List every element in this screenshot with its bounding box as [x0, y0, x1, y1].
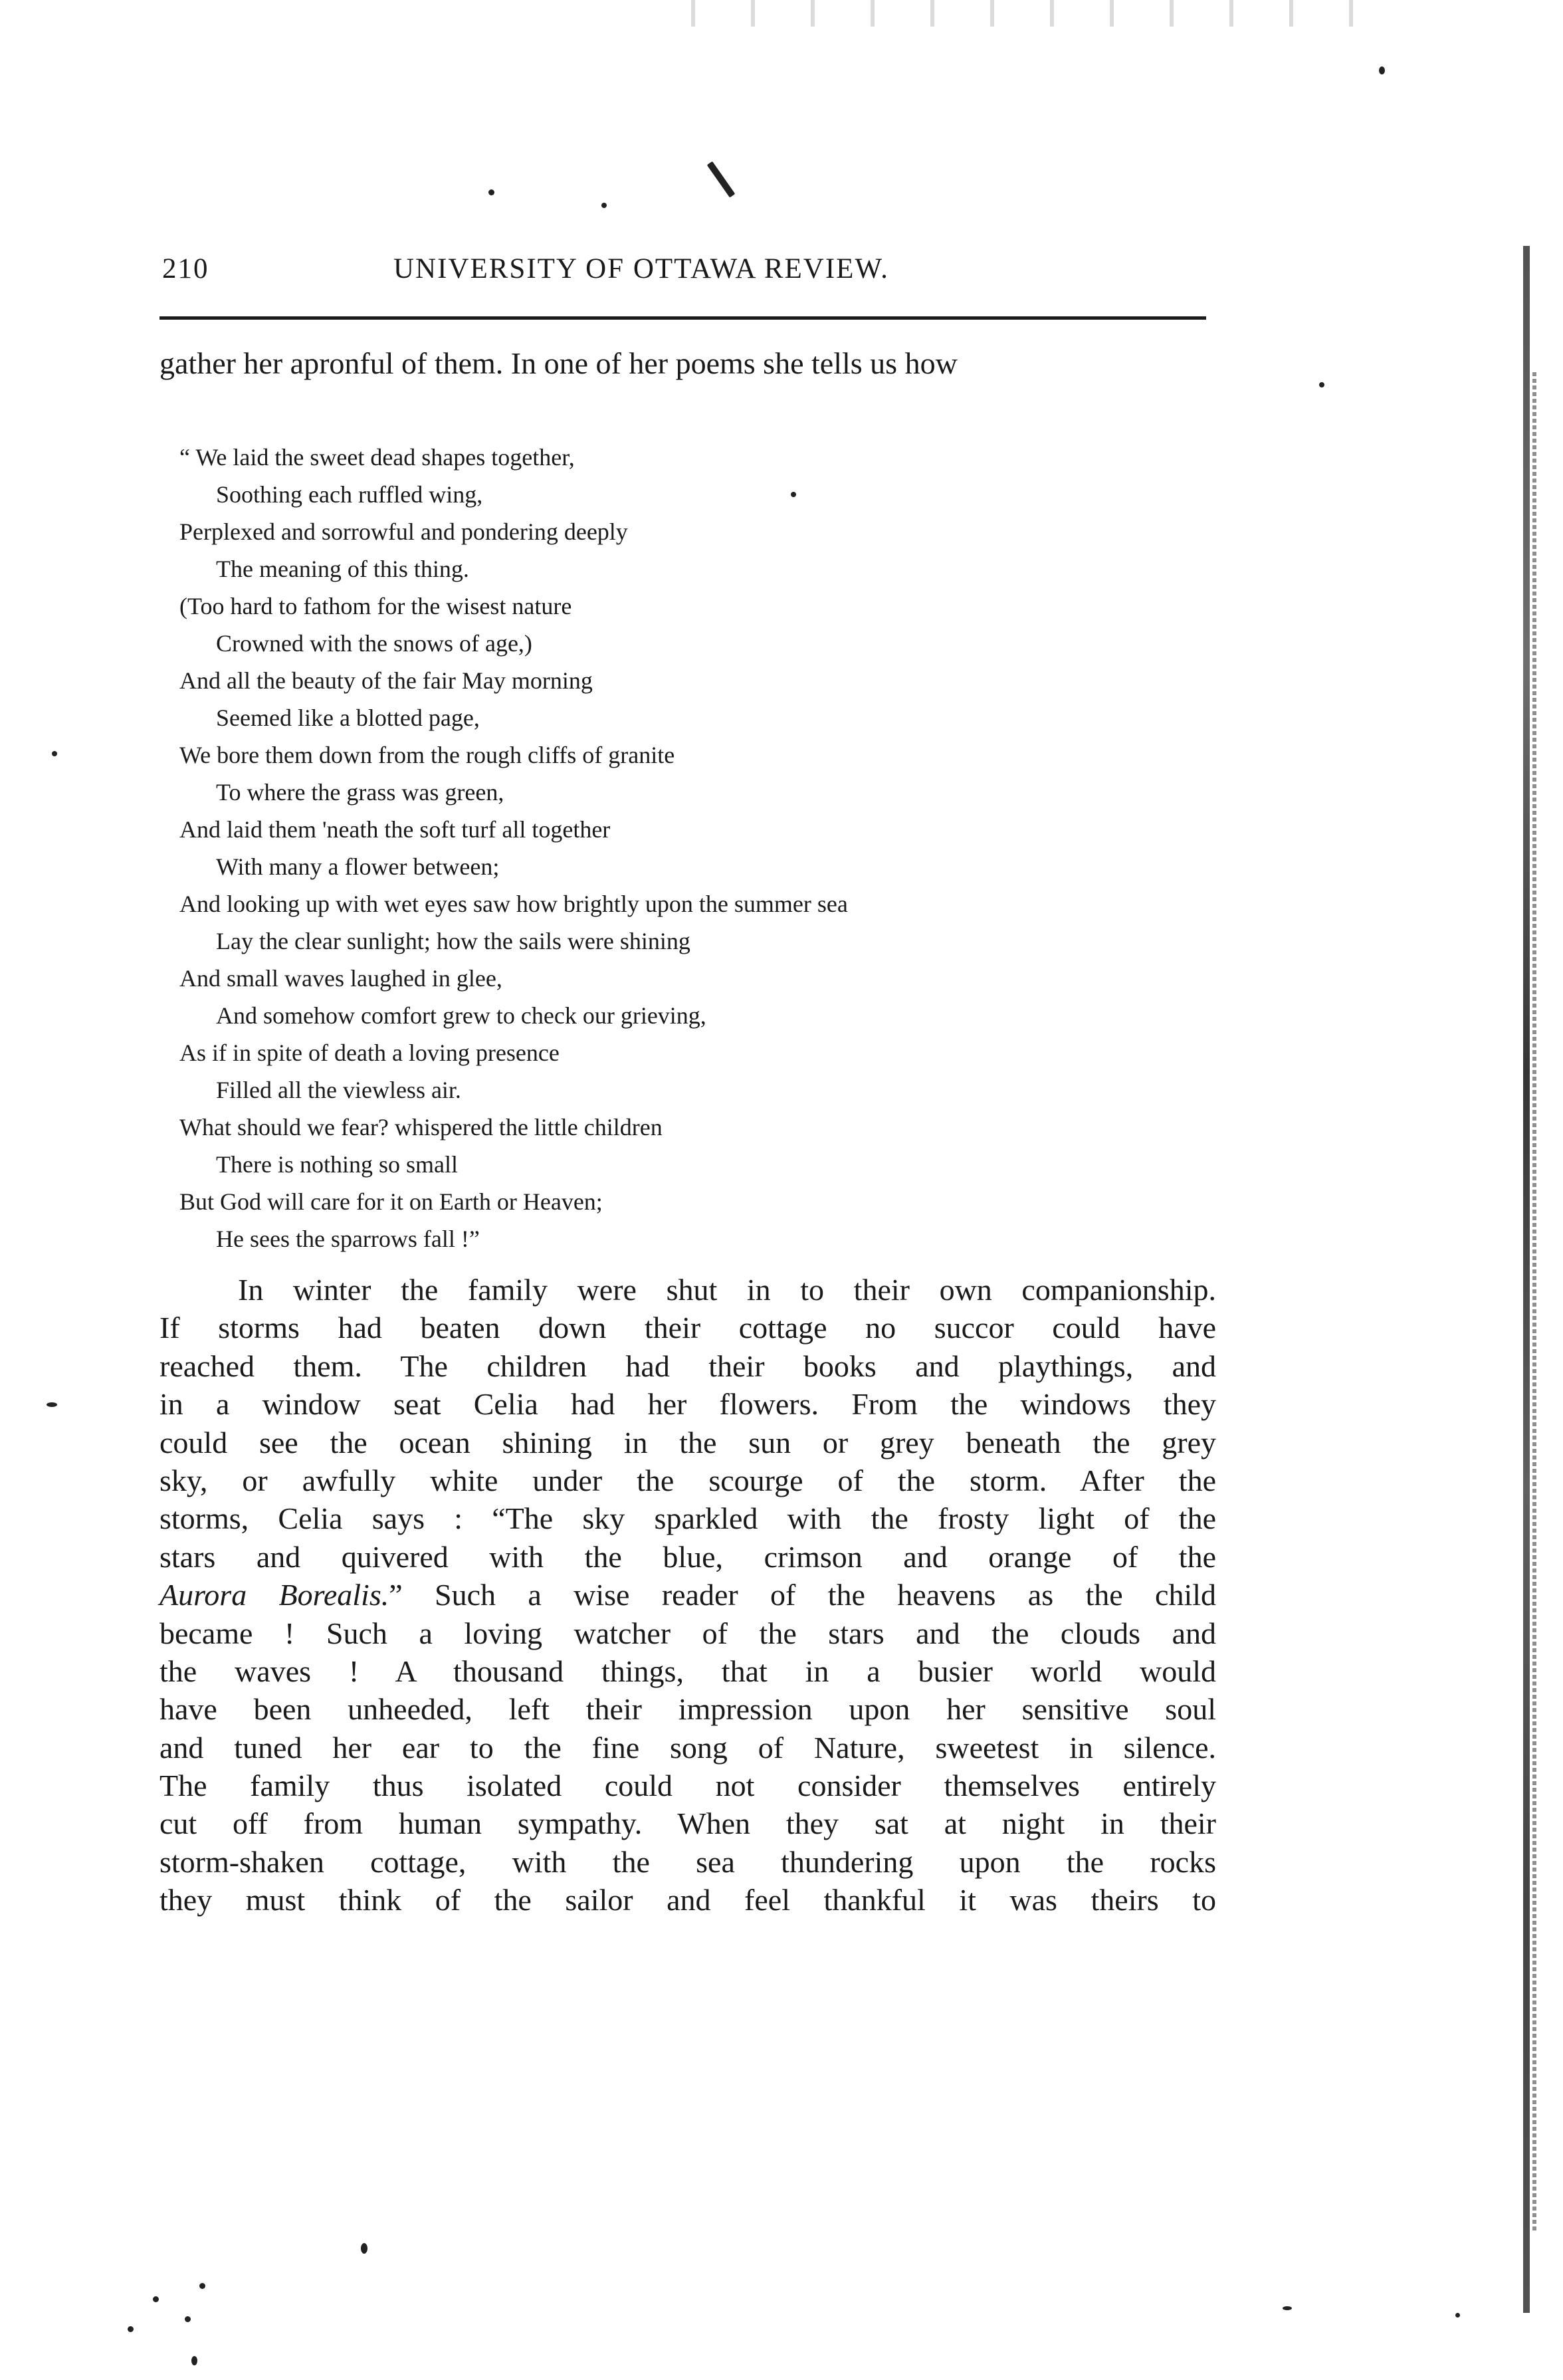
scan-speck: [1283, 2306, 1292, 2310]
poem-line: And laid them 'neath the soft turf all together: [179, 816, 611, 843]
poem-line: He sees the sparrows fall !”: [216, 1226, 480, 1252]
scan-speck: [128, 2326, 134, 2332]
body-line: they must think of the sailor and feel thankful it was theirs to: [159, 1883, 1216, 1917]
scan-speck: [153, 2296, 159, 2302]
poem-line: (Too hard to fathom for the wisest nature: [179, 593, 572, 619]
scan-binding-edge: [1523, 246, 1530, 2313]
page-number: 210: [162, 253, 209, 284]
poem-line: But God will care for it on Earth or Heaven;: [179, 1188, 603, 1215]
poem-line: Seemed like a blotted page,: [216, 704, 480, 731]
poem-line: And looking up with wet eyes saw how brightly upon the summer sea: [179, 891, 848, 917]
poem-line: We bore them down from the rough cliffs of granite: [179, 742, 675, 768]
scan-noise-top: [665, 0, 1362, 27]
body-line: cut off from human sympathy. When they sat at night in their: [159, 1806, 1216, 1841]
body-line: storms, Celia says : “The sky sparkled with the frosty light of the: [159, 1501, 1216, 1536]
scan-speck: [1319, 382, 1324, 387]
body-line: Aurora Borealis.” Such a wise reader of the heavens as the child: [159, 1578, 1217, 1612]
body-line: have been unheeded, left their impression upon her sensitive soul: [159, 1692, 1216, 1727]
scan-speck: [707, 162, 736, 198]
poem-line: And somehow comfort grew to check our grieving,: [216, 1002, 706, 1029]
body-line: the waves ! A thousand things, that in a busier world would: [159, 1654, 1216, 1688]
scan-speck: [361, 2243, 367, 2254]
journal-title: UNIVERSITY OF OTTAWA REVIEW.: [393, 253, 889, 284]
scan-speck: [791, 492, 796, 497]
poem-line: With many a flower between;: [216, 853, 500, 880]
body-paragraph: [159, 1271, 1216, 1919]
italic-term: Aurora Borealis.: [159, 1578, 389, 1612]
poem-line: Perplexed and sorrowful and pondering deeply: [179, 518, 628, 545]
scan-speck: [52, 751, 57, 756]
poem-line: And small waves laughed in glee,: [179, 965, 502, 992]
body-line: In winter the family were shut in to their own companionship.: [238, 1273, 1216, 1307]
body-line: If storms had beaten down their cottage no succor could have: [159, 1311, 1216, 1345]
body-line: in a window seat Celia had her flowers. From the windows they: [159, 1387, 1216, 1422]
poem-line: Filled all the viewless air.: [216, 1077, 461, 1103]
poem-line: As if in spite of death a loving presence: [179, 1039, 560, 1066]
poem-line: To where the grass was green,: [216, 779, 504, 806]
poem-line: And all the beauty of the fair May morning: [179, 667, 593, 694]
poem-line: Crowned with the snows of age,): [216, 630, 532, 657]
poem-line: Soothing each ruffled wing,: [216, 481, 483, 508]
running-header: [162, 253, 1205, 299]
scan-speck: [191, 2356, 197, 2365]
body-line: could see the ocean shining in the sun or grey beneath the grey: [159, 1425, 1216, 1460]
scan-speck: [199, 2283, 205, 2289]
scan-speck: [1379, 66, 1385, 74]
poem-line: There is nothing so small: [216, 1151, 458, 1178]
poem-line: The meaning of this thing.: [216, 556, 469, 582]
scan-speck: [185, 2316, 191, 2322]
scan-binding-texture: [1532, 372, 1536, 2233]
body-line: stars and quivered with the blue, crimson and orange of the: [159, 1539, 1216, 1574]
body-line: sky, or awfully white under the scourge of the storm. After the: [159, 1463, 1216, 1497]
scan-speck: [488, 189, 494, 195]
scan-speck: [47, 1402, 57, 1407]
scan-speck: [1455, 2313, 1460, 2318]
header-rule: [159, 316, 1206, 320]
body-line: The family thus isolated could not consider themselves entirely: [159, 1769, 1216, 1803]
poem-line: What should we fear? whispered the little children: [179, 1114, 663, 1140]
body-line: and tuned her ear to the fine song of Nature, sweetest in silence.: [159, 1730, 1216, 1765]
poem-line: “ We laid the sweet dead shapes together,: [179, 444, 575, 471]
intro-paragraph: gather her apronful of them. In one of her poems she tells us how: [159, 346, 958, 380]
body-line: reached them. The children had their books and playthings, and: [159, 1349, 1216, 1383]
body-line: became ! Such a loving watcher of the stars and the clouds and: [159, 1616, 1216, 1650]
poem-line: Lay the clear sunlight; how the sails were shining: [216, 928, 690, 954]
poem: [179, 439, 1216, 1257]
body-line: storm-shaken cottage, with the sea thundering upon the rocks: [159, 1844, 1216, 1879]
scan-speck: [601, 203, 607, 208]
